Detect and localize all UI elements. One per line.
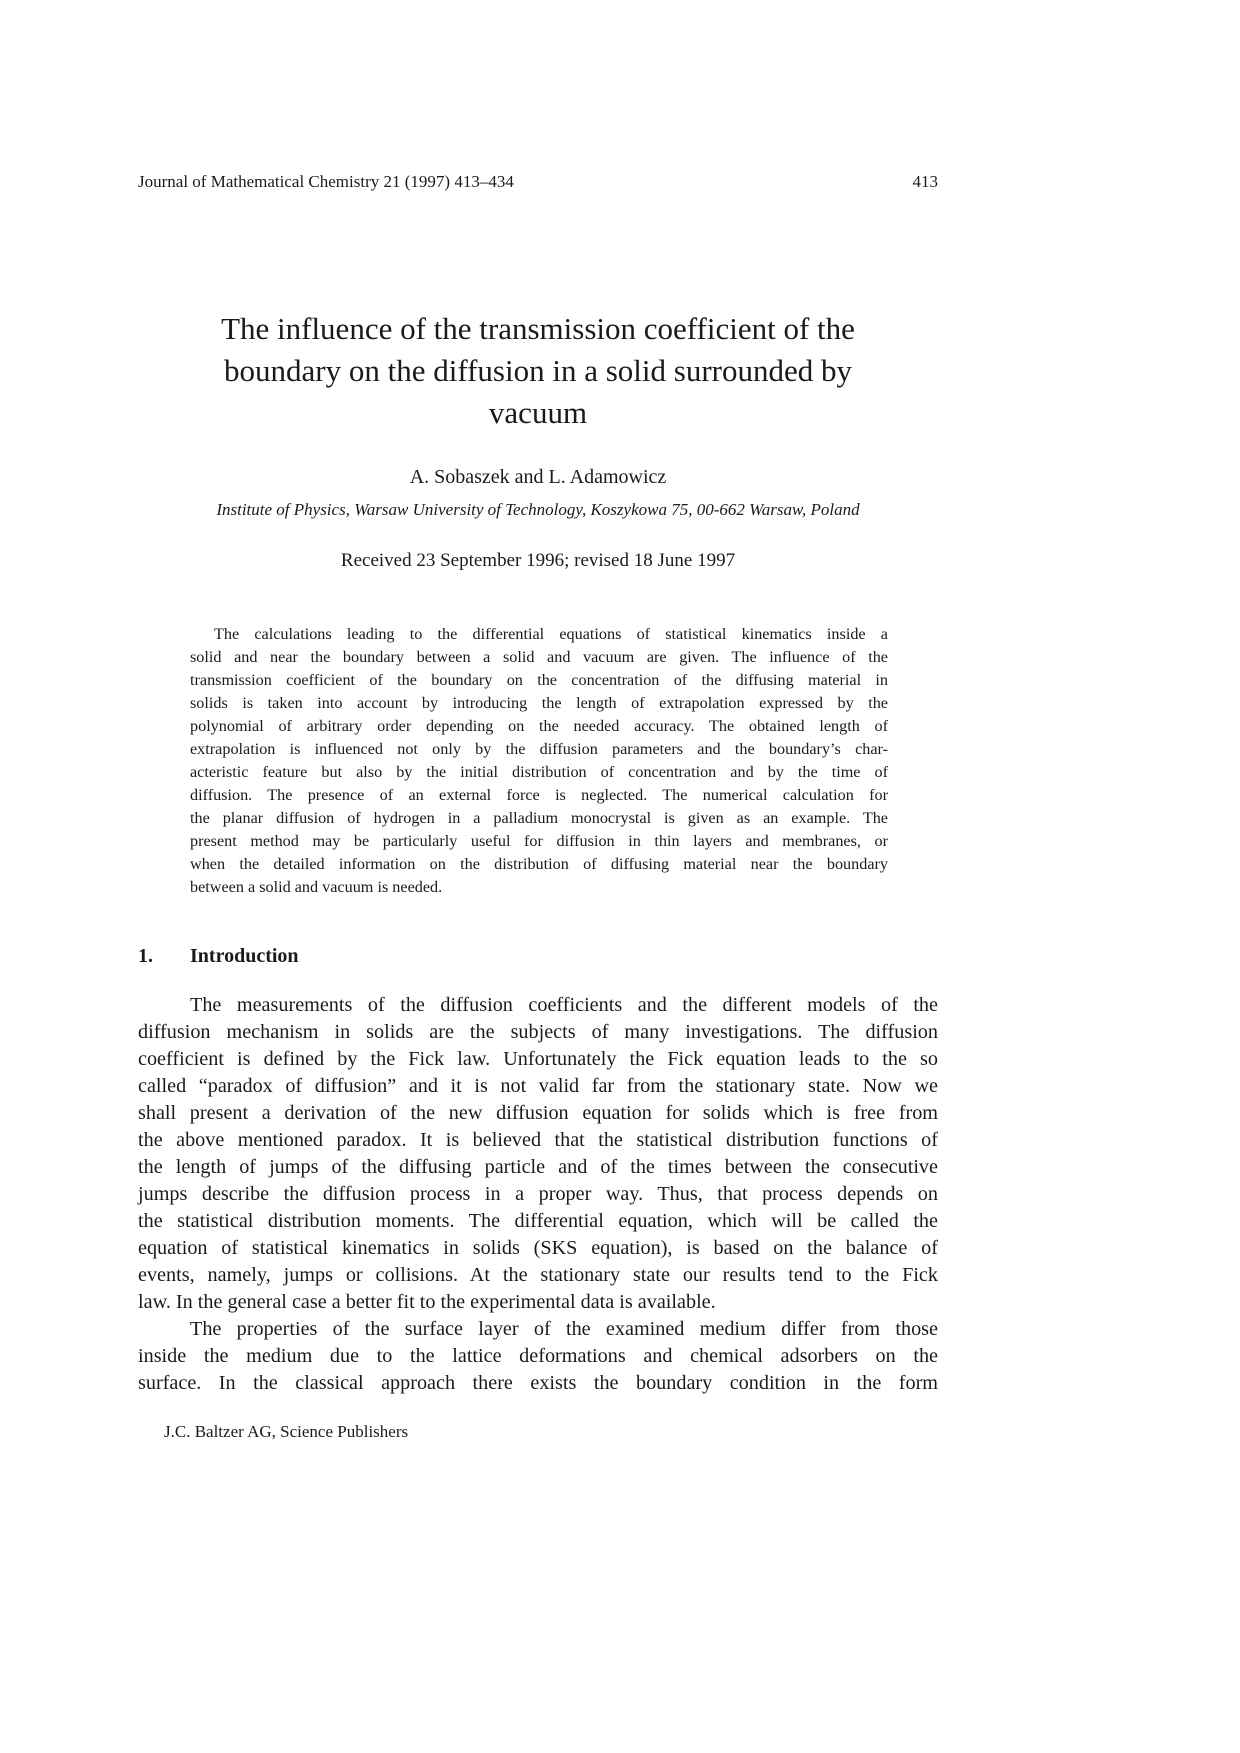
affiliation: Institute of Physics, Warsaw University of Technology, Koszykowa 75, 00-662 Warsaw, Poland bbox=[216, 500, 860, 519]
body-line: surface. In the classical approach there exists the boundary condition in the form bbox=[138, 1372, 938, 1394]
abstract bbox=[190, 623, 888, 899]
title-line: vacuum bbox=[488, 395, 588, 430]
running-head bbox=[138, 172, 938, 196]
title-line: boundary on the diffusion in a solid surrounded by bbox=[224, 353, 852, 388]
abstract-line: acteristic feature but also by the initial distribution of concentration and by the time of bbox=[190, 763, 888, 781]
body-line: inside the medium due to the lattice deformations and chemical adsorbers on the bbox=[138, 1345, 938, 1367]
section-heading bbox=[138, 945, 299, 968]
abstract-line: The calculations leading to the differential equations of statistical kinematics inside a bbox=[214, 625, 888, 643]
abstract-line: polynomial of arbitrary order depending on the needed accuracy. The obtained length of bbox=[190, 717, 888, 735]
body-line: equation of statistical kinematics in solids (SKS equation), is based on the balance of bbox=[138, 1237, 938, 1259]
abstract-line: solids is taken into account by introducing the length of extrapolation expressed by the bbox=[190, 694, 888, 712]
page-number: 413 bbox=[912, 172, 938, 191]
body-line: jumps describe the diffusion process in a proper way. Thus, that process depends on bbox=[138, 1183, 938, 1205]
body-line: the length of jumps of the diffusing particle and of the times between the consecutive bbox=[138, 1156, 938, 1178]
abstract-line: transmission coefficient of the boundary on the concentration of the diffusing material in bbox=[190, 671, 888, 689]
body-line: the statistical distribution moments. The differential equation, which will be called the bbox=[138, 1210, 938, 1232]
section-number: 1. bbox=[138, 945, 153, 967]
paper-title bbox=[138, 308, 938, 434]
body-line: law. In the general case a better fit to the experimental data is available. bbox=[138, 1291, 716, 1313]
body-line: The properties of the surface layer of the examined medium differ from those bbox=[190, 1318, 938, 1340]
body-line: The measurements of the diffusion coefficients and the different models of the bbox=[190, 994, 938, 1016]
journal-citation: Journal of Mathematical Chemistry 21 (1997) 413–434 bbox=[138, 172, 514, 191]
body-line: the above mentioned paradox. It is believed that the statistical distribution functions of bbox=[138, 1129, 938, 1151]
body-text bbox=[138, 992, 938, 1397]
body-line: called “paradox of diffusion” and it is not valid far from the stationary state. Now we bbox=[138, 1075, 938, 1097]
body-line: diffusion mechanism in solids are the subjects of many investigations. The diffusion bbox=[138, 1021, 938, 1043]
abstract-line: extrapolation is influenced not only by the diffusion parameters and the boundary’s char- bbox=[190, 740, 888, 758]
section-title: Introduction bbox=[190, 945, 299, 967]
abstract-line: present method may be particularly useful for diffusion in thin layers and membranes, or bbox=[190, 832, 888, 850]
body-line: coefficient is defined by the Fick law. Unfortunately the Fick equation leads to the so bbox=[138, 1048, 938, 1070]
abstract-line: diffusion. The presence of an external force is neglected. The numerical calculation for bbox=[190, 786, 888, 804]
body-line: events, namely, jumps or collisions. At the stationary state our results tend to the Fick bbox=[138, 1264, 938, 1286]
abstract-line: when the detailed information on the distribution of diffusing material near the boundary bbox=[190, 855, 888, 873]
body-line: shall present a derivation of the new diffusion equation for solids which is free from bbox=[138, 1102, 938, 1124]
publisher-footer: J.C. Baltzer AG, Science Publishers bbox=[164, 1422, 409, 1441]
title-line: The influence of the transmission coefficient of the bbox=[221, 311, 855, 346]
abstract-line: between a solid and vacuum is needed. bbox=[190, 878, 443, 896]
authors: A. Sobaszek and L. Adamowicz bbox=[409, 466, 667, 488]
abstract-line: solid and near the boundary between a solid and vacuum are given. The influence of the bbox=[190, 648, 888, 666]
abstract-line: the planar diffusion of hydrogen in a palladium monocrystal is given as an example. The bbox=[190, 809, 888, 827]
received-dates: Received 23 September 1996; revised 18 June 1997 bbox=[340, 550, 736, 571]
